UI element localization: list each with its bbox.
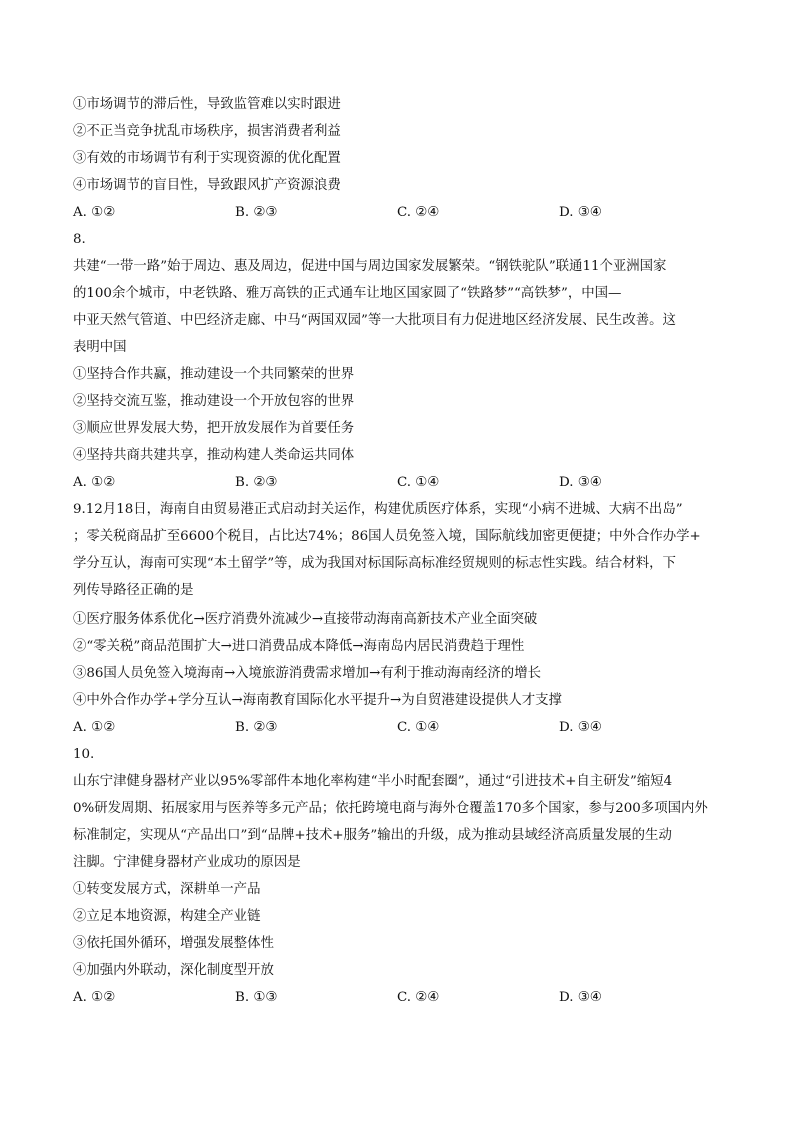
q10-item-4: ④加强内外联动，深化制度型开放 (73, 963, 274, 978)
q9-stem-line-3: 学分互认，海南可实现“本土留学”等，成为我国对标国际高标准经贸规则的标志性实践。结合材料，下 (73, 556, 676, 571)
q9-option-b[interactable]: B. ②③ (235, 720, 278, 735)
q7-option-a[interactable]: A. ①② (73, 205, 116, 220)
q7-option-b[interactable]: B. ②③ (235, 205, 278, 220)
q8-option-a[interactable]: A. ①② (73, 475, 116, 490)
q10-number: 10. (73, 747, 95, 762)
q8-item-2: ②坚持交流互鉴，推动建设一个开放包容的世界 (73, 394, 355, 409)
q8-item-3: ③顺应世界发展大势，把开放发展作为首要任务 (73, 421, 355, 436)
q10-item-2: ②立足本地资源，构建全产业链 (73, 909, 261, 924)
q9-options (73, 718, 733, 738)
q7-item-1: ①市场调节的滞后性，导致监管难以实时跟进 (73, 97, 341, 112)
q7-item-2: ②不正当竞争扰乱市场秩序，损害消费者利益 (73, 124, 341, 139)
q7-item-3: ③有效的市场调节有利于实现资源的优化配置 (73, 151, 341, 166)
q8-number: 8. (73, 232, 86, 247)
q8-stem-line-4: 表明中国 (73, 340, 127, 355)
q9-option-a[interactable]: A. ①② (73, 720, 116, 735)
q10-option-a[interactable]: A. ①② (73, 990, 116, 1005)
q7-options (73, 203, 733, 223)
q10-option-d[interactable]: D. ③④ (559, 990, 602, 1005)
q9-stem-line-4: 列传导路径正确的是 (73, 583, 194, 598)
q7-option-c[interactable]: C. ②④ (397, 205, 440, 220)
q9-item-3: ③86国人员免签入境海南→入境旅游消费需求增加→有利于推动海南经济的增长 (73, 666, 541, 681)
q9-stem-line-2: ；零关税商品扩至6600个税目，占比达74%；86国人员免签入境，国际航线加密更便捷；中外合作办学+ (73, 529, 701, 544)
q9-item-1: ①医疗服务体系优化→医疗消费外流减少→直接带动海南高新技术产业全面突破 (73, 612, 538, 627)
q8-item-4: ④坚持共商共建共享，推动构建人类命运共同体 (73, 448, 355, 463)
q10-item-3: ③依托国外循环，增强发展整体性 (73, 936, 274, 951)
q9-item-2: ②“零关税”商品范围扩大→进口消费品成本降低→海南岛内居民消费趋于理性 (73, 639, 525, 654)
q8-options (73, 473, 733, 493)
q10-option-b[interactable]: B. ①③ (235, 990, 278, 1005)
q10-stem-line-4: 注脚。宁津健身器材产业成功的原因是 (73, 855, 301, 870)
q8-item-1: ①坚持合作共赢，推动建设一个共同繁荣的世界 (73, 367, 355, 382)
q7-option-d[interactable]: D. ③④ (559, 205, 602, 220)
q10-item-1: ①转变发展方式，深耕单一产品 (73, 882, 261, 897)
q10-options (73, 988, 733, 1008)
q8-option-b[interactable]: B. ②③ (235, 475, 278, 490)
q8-stem-line-2: 的100余个城市，中老铁路、雅万高铁的正式通车让地区国家圆了“铁路梦”“高铁梦”，中国— (73, 286, 622, 301)
q9-option-d[interactable]: D. ③④ (559, 720, 602, 735)
q9-stem-line-1: 9.12月18日，海南自由贸易港正式启动封关运作，构建优质医疗体系，实现“小病不进城、大病不出岛” (73, 502, 683, 517)
q8-option-d[interactable]: D. ③④ (559, 475, 602, 490)
q9-option-c[interactable]: C. ①④ (397, 720, 440, 735)
q7-item-4: ④市场调节的盲目性，导致跟风扩产资源浪费 (73, 178, 341, 193)
q9-item-4: ④中外合作办学+学分互认→海南教育国际化水平提升→为自贸港建设提供人才支撑 (73, 693, 562, 708)
q10-stem-line-2: 0%研发周期、拓展家用与医养等多元产品；依托跨境电商与海外仓覆盖170多个国家，参与200多项国内外 (73, 801, 708, 816)
q10-option-c[interactable]: C. ②④ (397, 990, 440, 1005)
q8-stem-line-3: 中亚天然气管道、中巴经济走廊、中马“两国双园”等一大批项目有力促进地区经济发展、民生改善。这 (73, 313, 676, 328)
q10-stem-line-3: 标准制定，实现从“产品出口”到“品牌+技术+服务”输出的升级，成为推动县域经济高质量发展的生动 (73, 828, 672, 843)
q8-option-c[interactable]: C. ①④ (397, 475, 440, 490)
q8-stem-line-1: 共建“一带一路”始于周边、惠及周边，促进中国与周边国家发展繁荣。“钢铁驼队”联通11个亚洲国家 (73, 259, 667, 274)
q10-stem-line-1: 山东宁津健身器材产业以95%零部件本地化率构建“半小时配套圈”，通过“引进技术+自主研发”缩短4 (73, 774, 673, 789)
